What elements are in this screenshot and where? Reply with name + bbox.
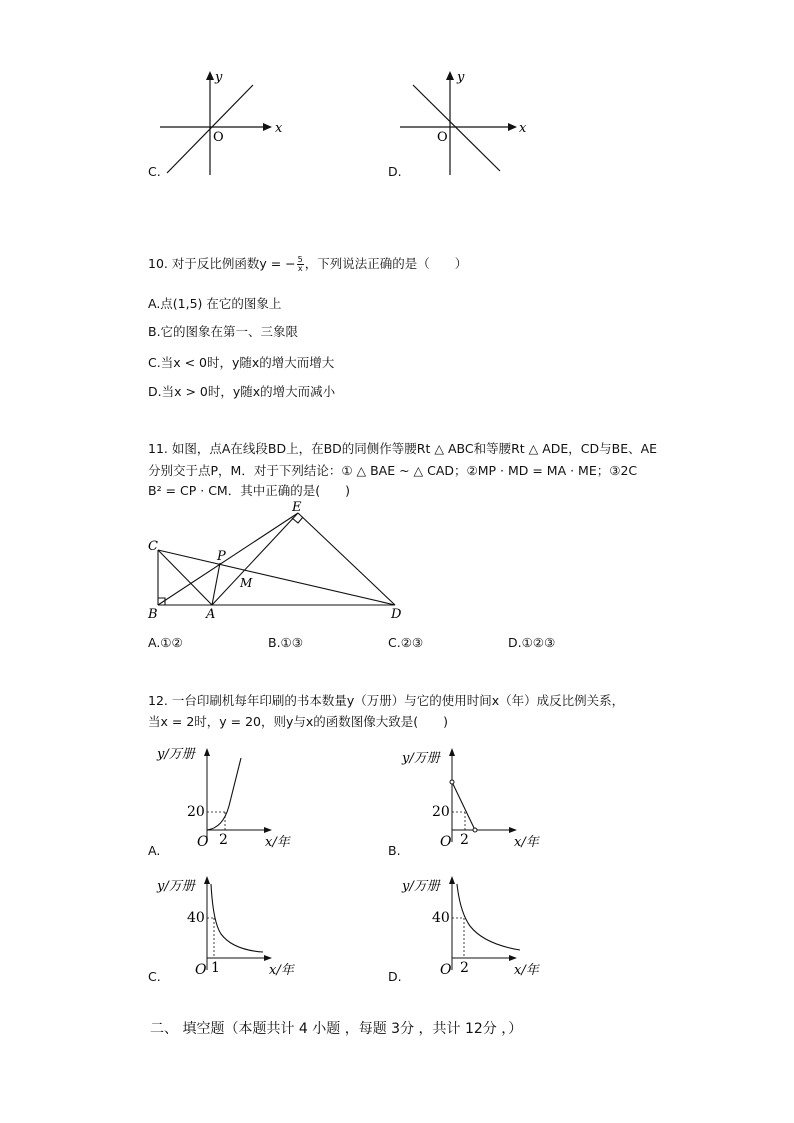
q12-graph-c xyxy=(155,870,305,980)
decreasing-line-graph xyxy=(400,742,550,852)
fraction-denominator: x xyxy=(297,264,303,273)
origin-label: O xyxy=(213,130,224,145)
axis-x-label: x xyxy=(519,121,527,136)
origin-label: O xyxy=(195,962,207,978)
q9-graph-d xyxy=(395,65,535,180)
q11-line-1: 11. 如图，点A在线段BD上，在BD的同侧作等腰Rt △ ABC和等腰Rt △ ADE，CD与BE、AE xyxy=(148,441,658,456)
q11-option-d: D.①②③ xyxy=(508,635,556,650)
x-tick-label: 1 xyxy=(211,960,220,976)
point-a-label: A xyxy=(206,607,216,622)
x-tick-label: 2 xyxy=(460,960,469,976)
point-c-label: C xyxy=(148,539,158,554)
axis-y-label: y xyxy=(457,70,465,85)
q10-option-d: D.当x > 0时，y随x的增大而减小 xyxy=(148,384,336,399)
origin-label: O xyxy=(197,834,209,850)
q12-option-b-letter: B. xyxy=(388,843,401,858)
q12-graph-a xyxy=(155,742,305,852)
triangles-figure xyxy=(140,495,410,625)
q10-stem xyxy=(148,255,467,273)
q11-line-3: B² = CP · CM．其中正确的是( ) xyxy=(148,483,350,498)
q12-option-d-letter: D. xyxy=(388,969,402,984)
fraction-numerator: 5 xyxy=(297,255,303,264)
q12-option-c-letter: C. xyxy=(148,969,161,984)
q12-line-1: 12. 一台印刷机每年印刷的书本数量y（万册）与它的使用时间x（年）成反比例关系， xyxy=(148,693,625,708)
q10-option-b: B.它的图象在第一、三象限 xyxy=(148,324,299,339)
q10-option-a: A.点(1,5) 在它的图象上 xyxy=(148,296,282,311)
q9-option-d-letter: D. xyxy=(388,164,402,179)
y-tick-label: 40 xyxy=(187,910,205,926)
point-b-label: B xyxy=(148,607,158,622)
axis-y-label: y xyxy=(215,70,223,85)
q11-option-c: C.②③ xyxy=(388,635,424,650)
hyperbola-graph xyxy=(400,870,550,980)
x-axis-label: x/年 xyxy=(269,963,294,978)
point-e-label: E xyxy=(292,500,302,515)
q12-graph-b xyxy=(400,742,550,852)
y-axis-label: y/万册 xyxy=(157,747,195,762)
increasing-curve-graph xyxy=(155,742,305,852)
y-tick-label: 20 xyxy=(432,804,450,820)
q11-option-b: B.①③ xyxy=(268,635,303,650)
q10-stem-suffix: ，下列说法正确的是（ ） xyxy=(304,256,468,271)
q10-option-c: C.当x < 0时，y随x的增大而增大 xyxy=(148,355,335,370)
section-heading: 二、 填空题（本题共计 4 小题 ，每题 3分 ，共计 12分 ，） xyxy=(150,1021,523,1037)
y-tick-label: 20 xyxy=(187,804,205,820)
axis-x-label: x xyxy=(275,121,283,136)
q10-stem-prefix: 10. 对于反比例函数y = − xyxy=(148,256,296,271)
q11-option-a: A.①② xyxy=(148,635,183,650)
line-through-origin-positive-graph xyxy=(155,65,295,180)
point-p-label: P xyxy=(217,549,226,564)
q12-graph-d xyxy=(400,870,550,980)
origin-label: O xyxy=(440,962,452,978)
origin-label: O xyxy=(440,834,452,850)
x-tick-label: 2 xyxy=(219,832,228,848)
hyperbola-graph xyxy=(155,870,305,980)
q11-geometry-figure xyxy=(140,495,410,625)
x-axis-label: x/年 xyxy=(514,963,539,978)
y-axis-label: y/万册 xyxy=(157,879,195,894)
x-tick-label: 2 xyxy=(460,832,469,848)
y-axis-label: y/万册 xyxy=(402,751,440,766)
q12-option-a-letter: A. xyxy=(148,843,161,858)
q9-graph-c xyxy=(155,65,295,180)
x-axis-label: x/年 xyxy=(265,835,290,850)
q10-fraction xyxy=(297,256,304,273)
y-tick-label: 40 xyxy=(432,910,450,926)
q9-option-c-letter: C. xyxy=(148,164,161,179)
point-d-label: D xyxy=(391,607,402,622)
y-axis-label: y/万册 xyxy=(402,879,440,894)
point-m-label: M xyxy=(240,576,253,590)
line-through-origin-negative-graph xyxy=(395,65,535,180)
origin-label: O xyxy=(437,130,448,145)
q11-line-2: 分别交于点P，M．对于下列结论：① △ BAE ~ △ CAD；②MP · MD = MA · ME；③2C xyxy=(148,463,638,478)
q12-line-2: 当x = 2时，y = 20，则y与x的函数图像大致是( ) xyxy=(148,714,449,729)
x-axis-label: x/年 xyxy=(514,835,539,850)
